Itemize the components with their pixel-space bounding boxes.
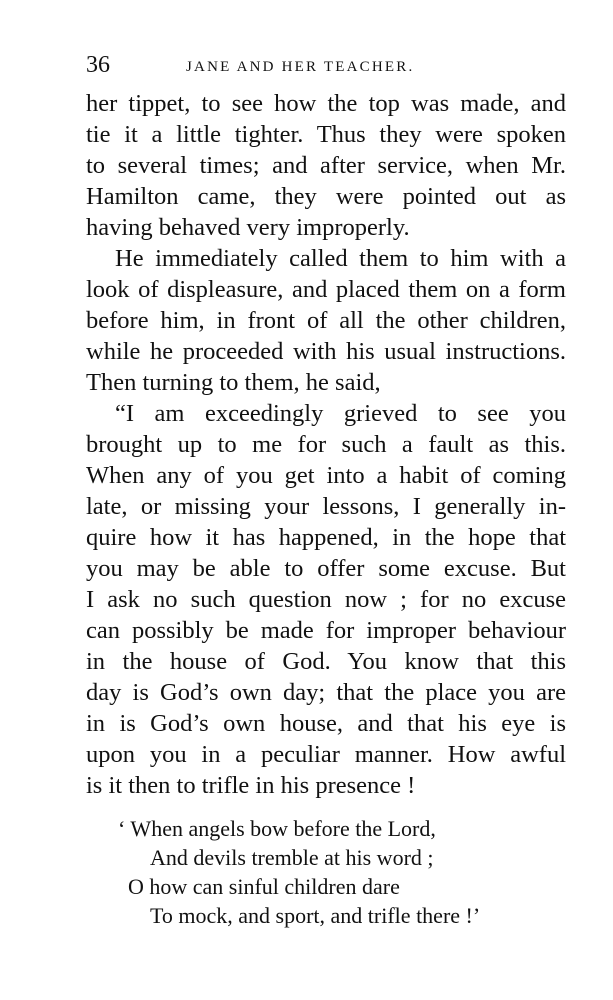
text-line: you may be able to offer some excuse. But	[86, 555, 566, 582]
text-line: her tippet, to see how the top was made, and	[86, 90, 566, 117]
text-line: having behaved very improperly.	[86, 214, 410, 241]
verse-line: To mock, and sport, and trifle there !’	[150, 903, 481, 928]
running-title: JANE AND HER TEACHER.	[186, 59, 415, 75]
text-line: upon you in a peculiar manner. How awful	[86, 741, 566, 768]
text-line: to several times; and after service, when Mr.	[86, 152, 566, 179]
text-line: He immediately called them to him with a	[115, 245, 566, 272]
text-line: When any of you get into a habit of coming	[86, 462, 566, 489]
verse-line: And devils tremble at his word ;	[150, 845, 434, 870]
text-line: in is God’s own house, and that his eye is	[86, 710, 566, 737]
text-line: day is God’s own day; that the place you are	[86, 679, 566, 706]
text-line: “I am exceedingly grieved to see you	[115, 400, 566, 427]
text-line: brought up to me for such a fault as this.	[86, 431, 566, 458]
text-line: before him, in front of all the other children,	[86, 307, 566, 334]
text-line: in the house of God. You know that this	[86, 648, 566, 675]
text-line: Then turning to them, he said,	[86, 369, 381, 396]
verse-line: ‘ When angels bow before the Lord,	[118, 816, 436, 841]
text-line: can possibly be made for improper behaviour	[86, 617, 566, 644]
text-line: look of displeasure, and placed them on a form	[86, 276, 566, 303]
page-number: 36	[86, 52, 110, 78]
text-line: quire how it has happened, in the hope that	[86, 524, 566, 551]
text-line: is it then to trifle in his presence !	[86, 772, 416, 799]
text-line: late, or missing your lessons, I generally in-	[86, 493, 566, 520]
text-line: I ask no such question now ; for no excuse	[86, 586, 566, 613]
text-line: tie it a little tighter. Thus they were spoken	[86, 121, 566, 148]
text-line: while he proceeded with his usual instructions.	[86, 338, 566, 365]
text-line: Hamilton came, they were pointed out as	[86, 183, 566, 210]
verse-line: O how can sinful children dare	[128, 874, 400, 899]
